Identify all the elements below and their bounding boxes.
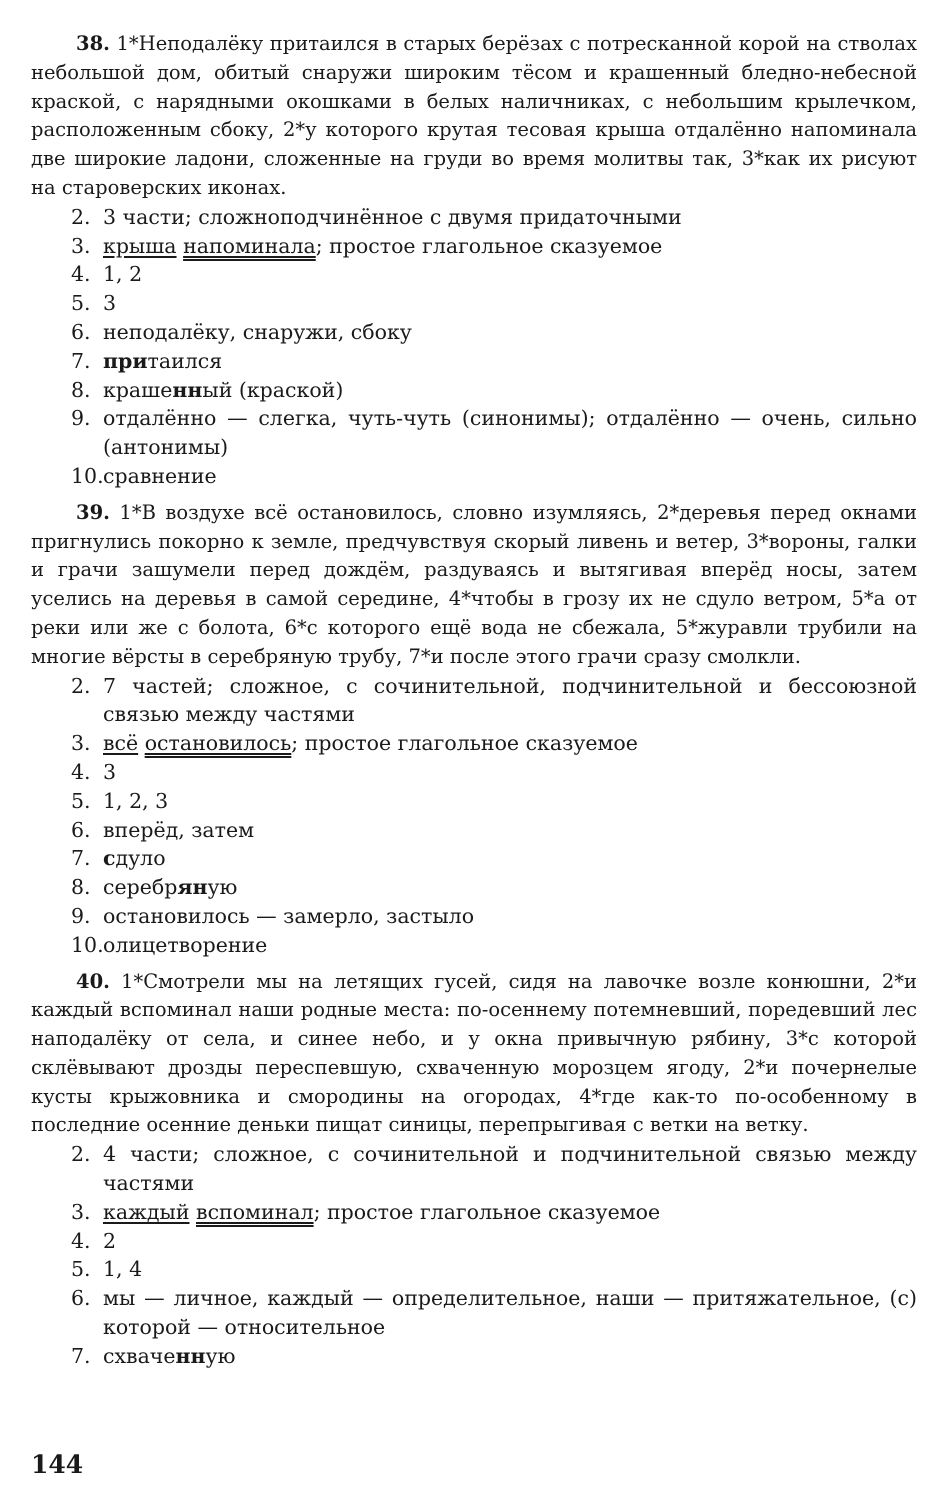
page-content <box>31 30 917 1371</box>
answer-item: 8. серебряную <box>71 875 238 900</box>
answer-item: 4. 3 <box>71 759 117 784</box>
answer-item: 6. мы — личное, каждый — определительное, наши — притяжательное, (с) которой — относительное <box>71 1286 917 1340</box>
answer-item: 5. 1, 4 <box>71 1257 143 1282</box>
page-number: 144 <box>31 1450 84 1479</box>
answer-item: 5. 1, 2, 3 <box>71 788 169 813</box>
answer-item: 10. сравнение <box>71 463 217 488</box>
exercise-number: 38. <box>76 32 110 55</box>
answer-item: 3. всё остановилось; простое глагольное сказуемое <box>71 731 638 756</box>
answer-item: 2. 7 частей; сложное, с сочинительной, подчинительной и бессоюзной связью между частями <box>71 673 917 727</box>
answer-item: 5. 3 <box>71 291 117 316</box>
subject: крыша <box>103 233 177 258</box>
exercise-sentence: 1*Неподалёку притаился в старых берёзах с потресканной корой на стволах небольшой дом, обитый снаружи широким тёсом и крашенный бледно-небесной краской, с нарядными окошками в белых наличниках, с небольшим крылечком, расположенным сбоку, 2*у которого крутая тесовая крыша отдалённо напоминала две широкие ладони, сложенные на груди во время молитвы так, 3*как их рисуют на староверских иконах. <box>31 32 917 199</box>
answer-item: 4. 2 <box>71 1228 117 1253</box>
subject: всё <box>103 731 139 756</box>
answer-item: 3. крыша напоминала; простое глагольное сказуемое <box>71 233 663 258</box>
answer-item: 9. отдалённо — слегка, чуть-чуть (синонимы); отдалённо — очень, сильно (антонимы) <box>71 406 917 460</box>
subject: каждый <box>103 1199 190 1224</box>
answer-item: 8. крашенный (краской) <box>71 377 344 402</box>
answer-item: 7. притаился <box>71 348 223 373</box>
answer-item: 7. схваченную <box>71 1343 236 1368</box>
exercise-sentence: 1*Смотрели мы на летящих гусей, сидя на лавочке возле конюшни, 2*и каждый вспоминал наши родные места: по-осеннему потемневший, поредевший лес наподалёку от села, и синее небо, и у окна привычную рябину, 3*с которой склёвывают дрозды переспевшую, схваченную морозцем ягоду, 2*и почернелые кусты крыжовника и смородины на огородах, 4*где как-то по-особенному в последние осенние деньки пищат синицы, перепрыгивая с ветки на ветку. <box>31 969 917 1137</box>
answer-item: 6. неподалёку, снаружи, сбоку <box>71 319 412 344</box>
exercise-40-answers <box>31 1140 917 1370</box>
predicate: напоминала <box>183 233 316 258</box>
exercise-38-answers <box>31 203 917 491</box>
answer-item: 10. олицетворение <box>71 932 268 957</box>
answer-item: 2. 4 части; сложное, с сочинительной и подчинительной связью между частями <box>71 1142 917 1196</box>
predicate: вспоминал <box>196 1199 314 1224</box>
exercise-number: 39. <box>76 500 110 524</box>
answer-item: 9. остановилось — замерло, застыло <box>71 903 475 928</box>
answer-item: 4. 1, 2 <box>71 262 143 287</box>
exercise-40-text <box>31 968 917 1141</box>
exercise-sentence: 1*В воздухе всё остановилось, словно изумляясь, 2*деревья перед окнами пригнулись покорно к земле, предчувствуя скорый ливень и ветер, 3*вороны, галки и грачи зашумели перед дождём, раздуваясь и вытягивая вперёд носы, затем уселись на деревья в самой середине, 4*чтобы в грозу их не сдуло ветром, 5*а от реки или же с болота, 6*с которого ещё вода не сбежала, 5*журавли трубили на многие вёрсты в серебряную трубу, 7*и после этого грачи сразу смолкли. <box>31 500 917 668</box>
predicate: остановилось <box>144 731 292 756</box>
answer-item: 3. каждый вспоминал; простое глагольное сказуемое <box>71 1199 661 1224</box>
answer-item: 7. сдуло <box>71 846 166 871</box>
exercise-39-answers <box>31 672 917 960</box>
exercise-39-text <box>31 499 917 672</box>
exercise-38-text <box>31 30 917 203</box>
answer-item: 6. вперёд, затем <box>71 817 255 842</box>
exercise-number: 40. <box>76 969 110 993</box>
answer-item: 2. 3 части; сложноподчинённое с двумя придаточными <box>71 204 682 229</box>
